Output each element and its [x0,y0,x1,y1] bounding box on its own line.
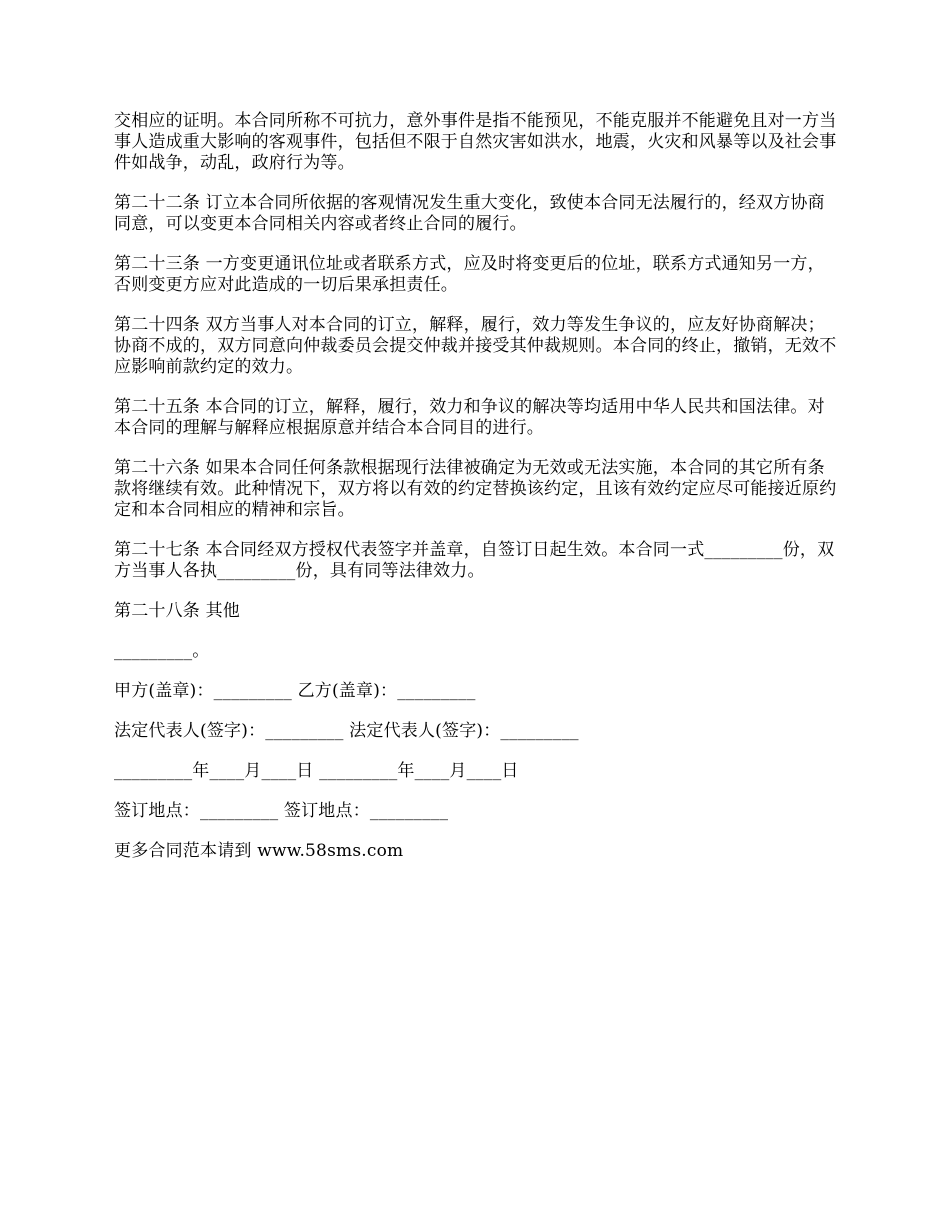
signature-party-seals: 甲方(盖章)：_________ 乙方(盖章)：_________ [114,681,476,701]
paragraph-article-26: 第二十六条 如果本合同任何条款根据现行法律被确定为无效或无法实施，本合同的其它所有条款将继续有效。此种情况下，双方将以有效的约定替换该约定，且该有效约定应尽可能接近原约定和本合同相应的精神和宗旨。 [114,458,837,520]
paragraph-article-22: 第二十二条 订立本合同所依据的客观情况发生重大变化，致使本合同无法履行的，经双方协商同意，可以变更本合同相关内容或者终止合同的履行。 [114,193,825,234]
paragraph-article-24: 第二十四条 双方当事人对本合同的订立，解释，履行，效力等发生争议的，应友好协商解决；协商不成的，双方同意向仲裁委员会提交仲裁并接受其仲裁规则。本合同的终止，撤销，无效不应影响前款约定的效力。 [114,315,837,377]
signature-dates: _________年____月____日 _________年____月____日 [114,761,519,781]
document-page [114,111,840,881]
signature-legal-representatives: 法定代表人(签字)：_________ 法定代表人(签字)：_________ [114,721,579,741]
paragraph-article-25: 第二十五条 本合同的订立，解释，履行，效力和争议的解决等均适用中华人民共和国法律。对本合同的理解与解释应根据原意并结合本合同目的进行。 [114,397,825,438]
paragraph-article-28: 第二十八条 其他 [114,601,241,621]
paragraph-force-majeure-definition: 交相应的证明。本合同所称不可抗力，意外事件是指不能预见，不能克服并不能避免且对一方当事人造成重大影响的客观事件，包括但不限于自然灾害如洪水，地震，火灾和风暴等以及社会事件如战争，动乱，政府行为等。 [114,111,837,173]
paragraph-other-blank: _________。 [114,641,210,661]
footer-more-templates: 更多合同范本请到 www.58sms.com [114,841,404,861]
paragraph-article-27: 第二十七条 本合同经双方授权代表签字并盖章，自签订日起生效。本合同一式_________份，双方当事人各执_________份，具有同等法律效力。 [114,540,835,581]
paragraph-article-23: 第二十三条 一方变更通讯位址或者联系方式，应及时将变更后的位址，联系方式通知另一方，否则变更方应对此造成的一切后果承担责任。 [114,254,825,295]
signature-locations: 签订地点：_________ 签订地点：_________ [114,801,449,821]
